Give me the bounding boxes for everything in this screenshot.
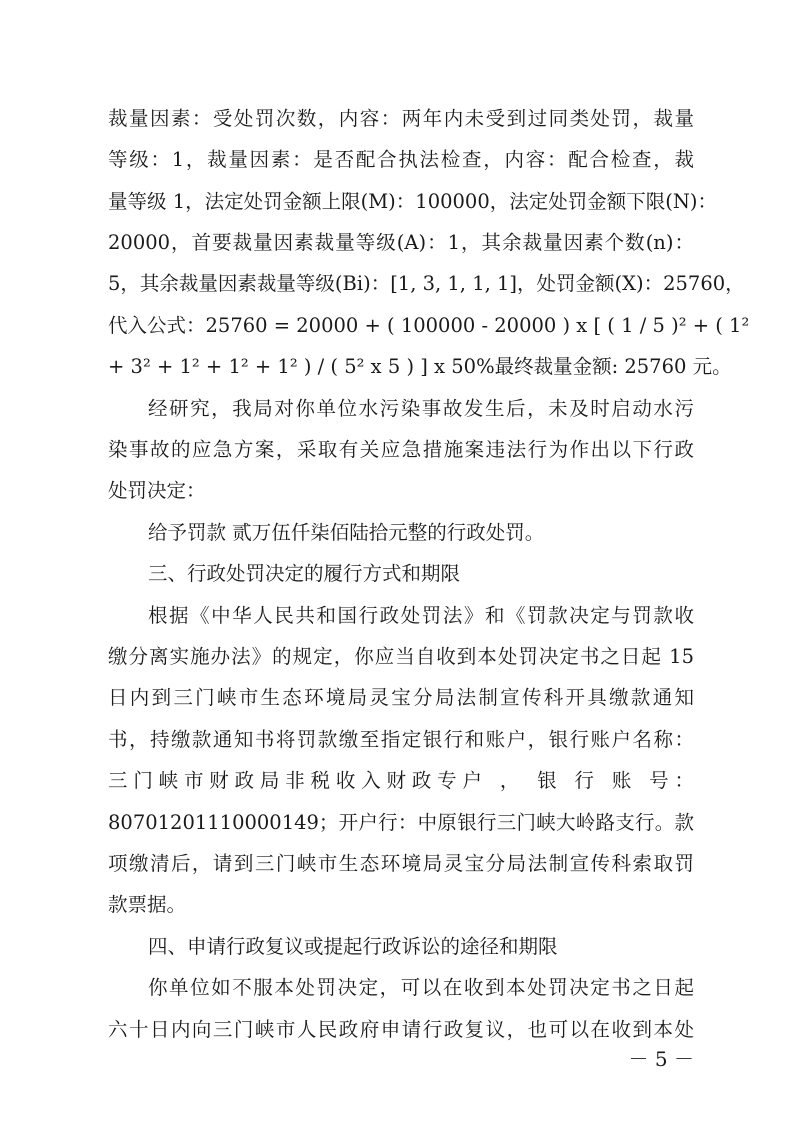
- bank-account-line: 三门峡市财政局非税收入财政专户 ， 银 行 账 号：: [108, 769, 694, 792]
- penalty-decision: 给予罚款 贰万伍仟柒佰陆拾元整的行政处罚。: [148, 521, 545, 544]
- text-line: 代入公式：25760 = 20000 + ( 100000 - 20000 ) x [ ( 1 / 5 )² + ( 1²: [108, 314, 750, 337]
- text-line: 5，其余裁量因素裁量等级(Bi)：[1, 3, 1, 1, 1]，处罚金额(X)：25760，: [108, 272, 745, 295]
- page-number: － 5 －: [628, 1047, 694, 1071]
- text-line: 项缴清后，请到三门峡市生态环境局灵宝分局法制宣传科索取罚: [108, 852, 694, 875]
- text-line: 裁量因素：受处罚次数，内容：两年内未受到过同类处罚，裁量: [108, 107, 694, 130]
- text-line: 等级：1，裁量因素：是否配合执法检查，内容：配合检查，裁: [108, 148, 694, 171]
- text-line: 缴分离实施办法》的规定，你应当自收到本处罚决定书之日起 15: [108, 645, 694, 668]
- paragraph-start: 你单位如不服本处罚决定，可以在收到本处罚决定书之日起: [148, 976, 694, 999]
- text-line: 六十日内向三门峡市人民政府申请行政复议，也可以在收到本处: [108, 1018, 694, 1041]
- text-line: 量等级 1，法定处罚金额上限(M)：100000，法定处罚金额下限(N)：: [108, 190, 718, 213]
- bank-account-number-line: 80701201110000149；开户行：中原银行三门峡大岭路支行。款: [108, 811, 694, 834]
- section-heading-4: 四、申请行政复议或提起行政诉讼的途径和期限: [148, 935, 558, 958]
- text-line: 处罚决定：: [108, 479, 206, 502]
- text-line: 书，持缴款通知书将罚款缴至指定银行和账户，银行账户名称：: [108, 728, 694, 751]
- text-line: 染事故的应急方案，采取有关应急措施案违法行为作出以下行政: [108, 438, 694, 461]
- text-line: 日内到三门峡市生态环境局灵宝分局法制宣传科开具缴款通知: [108, 686, 694, 709]
- paragraph-start: 经研究，我局对你单位水污染事故发生后，未及时启动水污: [148, 397, 694, 420]
- text-line: 20000，首要裁量因素裁量等级(A)：1，其余裁量因素个数(n)：: [108, 231, 694, 254]
- section-heading-3: 三、行政处罚决定的履行方式和期限: [148, 562, 461, 585]
- text-line: + 3² + 1² + 1² + 1² ) / ( 5² x 5 ) ] x 50%最终裁量金额: 25760 元。: [108, 355, 732, 378]
- paragraph-start: 根据《中华人民共和国行政处罚法》和《罚款决定与罚款收: [148, 604, 694, 627]
- text-line: 款票据。: [108, 893, 187, 916]
